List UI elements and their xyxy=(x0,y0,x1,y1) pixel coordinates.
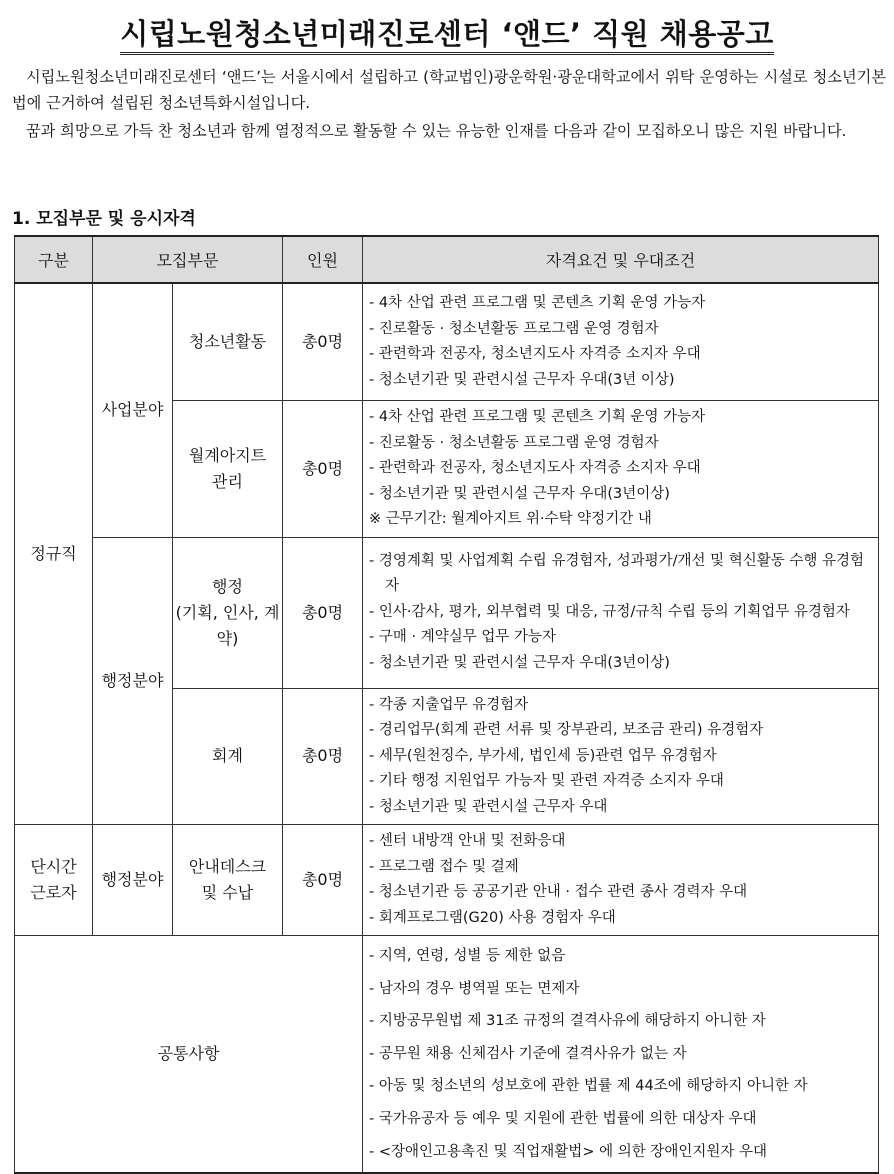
division-business: 사업분야 xyxy=(93,283,173,537)
division-admin: 행정분야 xyxy=(93,537,173,825)
count-cell: 총0명 xyxy=(283,688,363,825)
count-cell: 총0명 xyxy=(283,283,363,401)
section-1-title: 1. 모집부문 및 응시자격 xyxy=(12,209,196,229)
list-item: - 청소년기관 및 관련시설 근무자 우대(3년이상) xyxy=(369,485,670,502)
recruitment-table xyxy=(14,235,879,1174)
qualifications-cell xyxy=(363,688,879,825)
list-item: - 지방공무원법 제 31조 규정의 결격사유에 해당하지 아니한 자 xyxy=(369,1013,766,1030)
qualifications-cell xyxy=(363,537,879,688)
header-count: 인원 xyxy=(283,236,363,283)
table-header-row xyxy=(15,236,879,283)
list-item: - 관련학과 전공자, 청소년지도사 자격증 소지자 우대 xyxy=(369,460,701,476)
table-row xyxy=(15,825,879,936)
qualifications-cell xyxy=(363,825,879,936)
role-cell: 회계 xyxy=(173,688,283,825)
list-item: - 경영계획 및 사업계획 수립 유경험자, 성과평가/개선 및 혁신활동 수행 유경험자 xyxy=(369,552,865,595)
list-item: - 인사·감사, 평가, 외부협력 및 대응, 규정/규칙 수립 등의 기획업무 유경험자 xyxy=(369,603,850,620)
list-item: - 기타 행정 지원업무 가능자 및 관련 자격증 소지자 우대 xyxy=(369,773,724,789)
list-item: - 지역, 연령, 성별 등 제한 없음 xyxy=(369,948,566,964)
count-cell: 총0명 xyxy=(283,401,363,538)
list-item: - 관련학과 전공자, 청소년지도사 자격증 소지자 우대 xyxy=(369,346,701,362)
list-item: - 남자의 경우 병역필 또는 면제자 xyxy=(369,980,580,997)
list-item: - 국가유공자 등 예우 및 지원에 관한 법률에 의한 대상자 우대 xyxy=(369,1110,757,1127)
list-item: - 4차 산업 관련 프로그램 및 콘텐츠 기획 운영 가능자 xyxy=(369,409,706,425)
table-row xyxy=(15,283,879,401)
header-category: 구분 xyxy=(15,236,93,283)
role-cell: 청소년활동 xyxy=(173,283,283,401)
list-item: - 4차 산업 관련 프로그램 및 콘텐츠 기획 운영 가능자 xyxy=(369,295,706,311)
division-part-admin: 행정분야 xyxy=(93,825,173,936)
table-row xyxy=(15,936,879,1174)
list-item: - 청소년기관 등 공공기관 안내 · 접수 관련 종사 경력자 우대 xyxy=(369,884,748,900)
qualifications-cell xyxy=(363,401,879,538)
list-item: - 회계프로그램(G20) 사용 경험자 우대 xyxy=(369,909,616,926)
list-item: - 청소년기관 및 관련시설 근무자 우대(3년 이상) xyxy=(369,371,675,388)
list-item: - 진로활동 · 청소년활동 프로그램 운영 경험자 xyxy=(369,320,659,337)
table-row xyxy=(15,537,879,688)
role-cell: 안내데스크 및 수납 xyxy=(173,825,283,936)
count-cell: 총0명 xyxy=(283,825,363,936)
common-requirements-cell xyxy=(363,936,879,1174)
role-cell: 월계아지트 관리 xyxy=(173,401,283,538)
intro-section xyxy=(12,64,886,146)
role-cell: 행정 (기획, 인사, 계약) xyxy=(173,537,283,688)
common-label: 공통사항 xyxy=(15,936,363,1174)
list-item: - <장애인고용촉진 및 직업재활법> 에 의한 장애인지원자 우대 xyxy=(369,1143,767,1160)
header-qualifications: 자격요건 및 우대조건 xyxy=(363,236,879,283)
count-cell: 총0명 xyxy=(283,537,363,688)
list-item: - 청소년기관 및 관련시설 근무자 우대(3년이상) xyxy=(369,654,670,671)
list-item: - 프로그램 접수 및 결제 xyxy=(369,858,519,875)
list-item: - 세무(원천징수, 부가세, 법인세 등)관련 업무 유경험자 xyxy=(369,747,717,764)
document-title: 시립노원청소년미래진로센터 ‘앤드’ 직원 채용공고 xyxy=(0,12,894,53)
work-period-note: ※ 근무기간: 월계아지트 위·수탁 약정기간 내 xyxy=(369,511,652,527)
list-item: - 센터 내방객 안내 및 전화응대 xyxy=(369,833,566,849)
list-item: - 아동 및 청소년의 성보호에 관한 법률 제 44조에 해당하지 아니한 자 xyxy=(369,1078,808,1095)
list-item: - 공무원 채용 신체검사 기준에 결격사유가 없는 자 xyxy=(369,1045,687,1062)
category-part-time: 단시간 근로자 xyxy=(15,825,93,936)
list-item: - 진로활동 · 청소년활동 프로그램 운영 경험자 xyxy=(369,434,659,451)
list-item: - 구매 · 계약실무 업무 가능자 xyxy=(369,629,556,646)
intro-paragraph-1: 시립노원청소년미래진로센터 ‘앤드’는 서울시에서 설립하고 (학교법인)광운학원·광운대학교에서 위탁 운영하는 시설로 청소년기본법에 근거하여 설립된 청소년특화시설입니다. xyxy=(12,68,886,112)
list-item: - 청소년기관 및 관련시설 근무자 우대 xyxy=(369,798,608,815)
list-item: - 경리업무(회계 관련 서류 및 장부관리, 보조금 관리) 유경험자 xyxy=(369,722,764,738)
list-item: - 각종 지출업무 유경험자 xyxy=(369,696,529,713)
qualifications-cell xyxy=(363,283,879,401)
category-regular: 정규직 xyxy=(15,283,93,825)
header-division: 모집부문 xyxy=(93,236,283,283)
intro-paragraph-2: 꿈과 희망으로 가득 찬 청소년과 함께 열정적으로 활동할 수 있는 유능한 인재를 다음과 같이 모집하오니 많은 지원 바랍니다. xyxy=(26,122,847,140)
